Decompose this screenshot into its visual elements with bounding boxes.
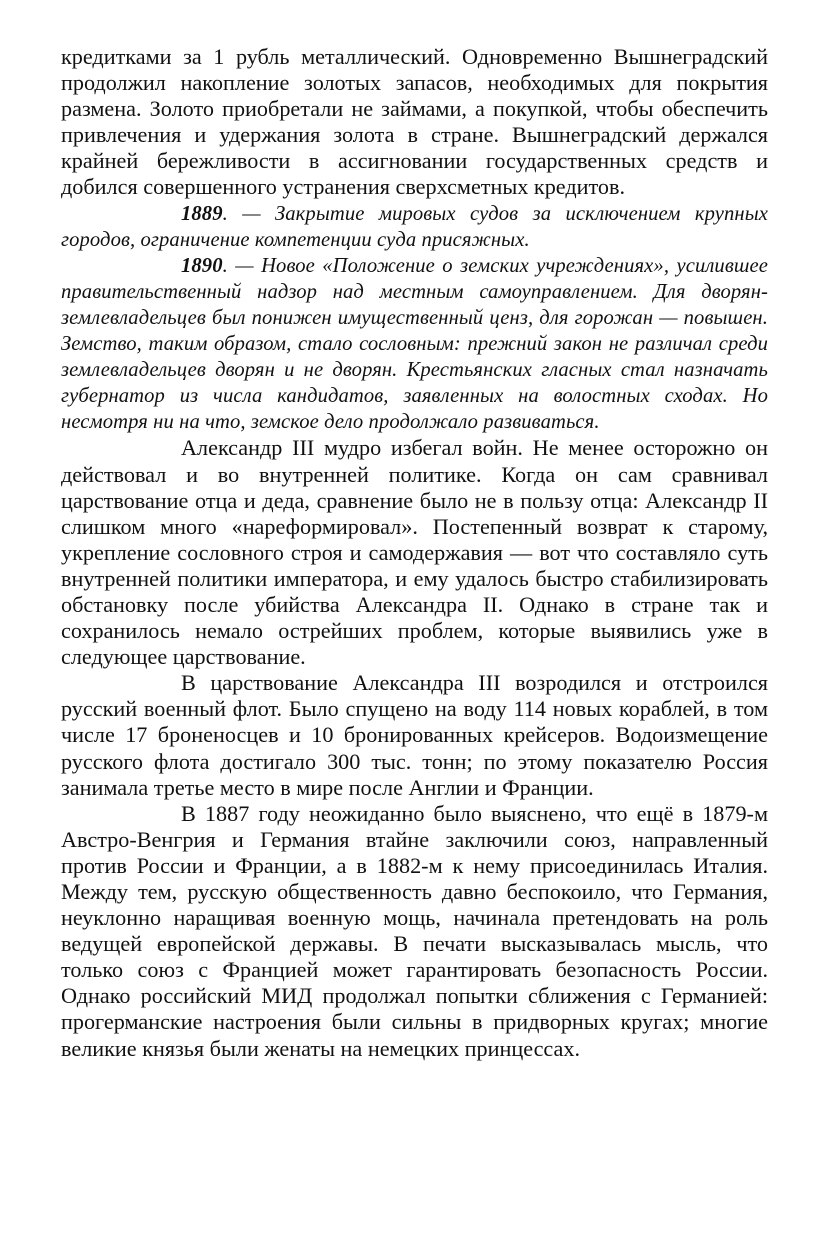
year-label: 1890: [181, 254, 223, 277]
paragraph-text: В 1887 году неожиданно было выяснено, что ещё в 1879-м Австро-Венгрия и Германия втайне заключили союз, направленный против России и Франции, а в 1882-м к нему присоединилась Италия. Между тем, русскую общественность давно беспокоило, что Германия, неуклонно наращивая военную мощь, начинала претендовать на роль ведущей европейской державы. В печати высказывалась мысль, что только союз с Францией может гарантировать безопасность России. Однако российский МИД продолжал попытки сближения с Германией: прогерманские настроения были сильны в придворных кругах; многие великие князья были женаты на немецких принцессах.: [61, 800, 768, 1061]
document-page: [61, 44, 768, 1062]
paragraph-text: . — Новое «Положение о земских учреждениях», усилившее правительственный надзор над местным самоуправлением. Для дворян-землевладельцев был понижен имущественный ценз, для горожан — повышен. Земство, таким образом, стало сословным: прежний закон не различал среди землевладельцев дворян и не дворян. Крестьянских гласных стал назначать губернатор из числа кандидатов, заявленных на волостных сходах. Но несмотря ни на что, земское дело продолжало развиваться.: [61, 254, 768, 434]
paragraph-vyshnegradsky: [61, 44, 768, 201]
paragraph-1887-alliance: [61, 801, 768, 1062]
paragraph-text: Александр III мудро избегал войн. Не менее осторожно он действовал и во внутренней политике. Когда он сам сравнивал царствование отца и деда, сравнение было не в пользу отца: Александр II слишком много «нареформировал». Постепенный возврат к старому, укрепление сословного строя и самодержавия — вот что составляло суть внутренней политики императора, и ему удалось быстро стабилизировать обстановку после убийства Александра II. Однако в стране так и сохранилось немало острейших проблем, которые выявились уже в следующее царствование.: [61, 435, 768, 670]
paragraph-1889: [61, 201, 768, 253]
paragraph-alexander-iii-policy: [61, 435, 768, 670]
paragraph-text: В царствование Александра III возродился и отстроился русский военный флот. Было спущено на воду 114 новых кораблей, в том числе 17 броненосцев и 10 бронированных крейсеров. Водоизмещение русского флота достигало 300 тыс. тонн; по этому показателю Россия занимала третье место в мире после Англии и Франции.: [61, 670, 768, 800]
paragraph-1890: [61, 253, 768, 436]
paragraph-text: кредитками за 1 рубль металлический. Одновременно Вышнеградский продолжил накопление золотых запасов, необходимых для покрытия размена. Золото приобретали не займами, а покупкой, чтобы обеспечить привлечения и удержания золота в стране. Вышнеградский держался крайней бережливости в ассигновании государственных средств и добился совершенного устранения сверхсметных кредитов.: [61, 44, 768, 200]
year-label: 1889: [181, 202, 223, 225]
paragraph-navy: [61, 670, 768, 800]
paragraph-text: . — Закрытие мировых судов за исключением крупных городов, ограничение компетенции суда присяжных.: [61, 202, 768, 251]
